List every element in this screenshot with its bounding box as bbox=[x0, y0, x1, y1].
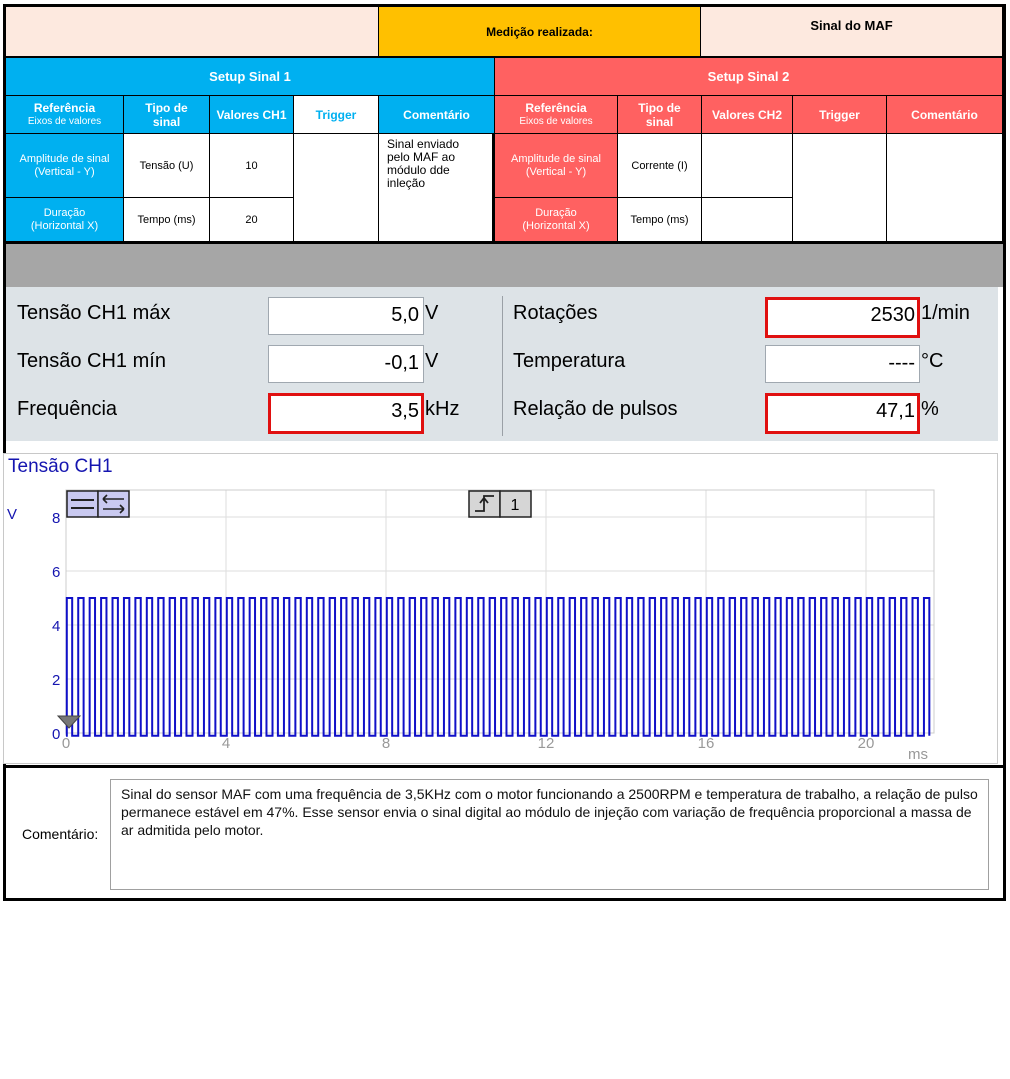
setup1-title: Setup Sinal 1 bbox=[6, 58, 495, 96]
row-ref-label: Duração bbox=[43, 206, 86, 219]
meas-value-relacao-pulsos: 47,1 bbox=[765, 393, 920, 433]
meas-unit-tensao-min: V bbox=[425, 350, 439, 372]
setup1-col-valores: Valores CH1 bbox=[210, 96, 294, 134]
x-tick-label: 4 bbox=[221, 735, 231, 752]
meas-label-tensao-min: Tensão CH1 mín bbox=[17, 350, 166, 372]
setup2-col-trigger: Trigger bbox=[793, 96, 887, 134]
setup1-comment: Sinal enviado pelo MAF ao módulo dde inleção bbox=[379, 134, 495, 242]
row-ref-sub: (Horizontal X) bbox=[522, 219, 590, 232]
setup1-col-comentario: Comentário bbox=[379, 96, 495, 134]
trigger-level-marker bbox=[58, 716, 80, 728]
swap-arrows-icon[interactable] bbox=[98, 491, 129, 517]
comment-text: Sinal do sensor MAF com uma frequência de 3,5KHz com o motor funcionando a 2500RPM e temperatura de trabalho, a relação de pulso permanece estável em 47%. Esse sensor envia o sinal digital ao módulo de injeção com variação de frequência proporcional a massa de ar admitida pelo motor. bbox=[110, 779, 989, 890]
y-tick-label: 8 bbox=[52, 510, 61, 527]
comment-label: Comentário: bbox=[22, 826, 99, 842]
signal-name: Sinal do MAF bbox=[701, 7, 1003, 57]
setup1-col-trigger: Trigger bbox=[294, 96, 379, 134]
setup1-valor-duracao: 20 bbox=[210, 198, 294, 242]
y-tick-labels bbox=[52, 510, 60, 743]
y-tick-label: 4 bbox=[52, 618, 61, 635]
meas-unit-temperatura: °C bbox=[921, 350, 944, 372]
trigger-channel-label: 1 bbox=[510, 497, 520, 514]
meas-label-relacao-pulsos: Relação de pulsos bbox=[513, 398, 678, 420]
setup1-valor-amplitude: 10 bbox=[210, 134, 294, 198]
col-ref-label: Referência bbox=[525, 100, 587, 115]
setup2-title: Setup Sinal 2 bbox=[495, 58, 1003, 96]
row-ref-label: Duração bbox=[535, 206, 577, 219]
setup2-tipo-amplitude: Corrente (I) bbox=[618, 134, 702, 198]
setup1-tipo-duracao: Tempo (ms) bbox=[124, 198, 210, 242]
meas-label-rotacoes: Rotações bbox=[513, 302, 598, 324]
meas-unit-tensao-max: V bbox=[425, 302, 439, 324]
row-ref-sub: (Vertical - Y) bbox=[34, 165, 95, 178]
x-axis-unit: ms bbox=[908, 746, 928, 763]
y-tick-label: 2 bbox=[52, 672, 61, 689]
ch1-waveform bbox=[66, 598, 929, 736]
x-tick-labels bbox=[62, 735, 875, 752]
x-tick-label: 12 bbox=[537, 735, 555, 752]
meas-label-temperatura: Temperatura bbox=[513, 350, 626, 372]
meas-label-frequencia: Frequência bbox=[17, 398, 118, 420]
row-ref-sub: (Vertical - Y) bbox=[525, 165, 587, 178]
meas-unit-frequencia: kHz bbox=[425, 398, 460, 420]
x-tick-label: 20 bbox=[857, 735, 875, 752]
trigger-channel-button[interactable] bbox=[500, 491, 531, 517]
row-ref-label: Amplitude de sinal bbox=[19, 152, 110, 165]
setup1-col-tipo: Tipo de sinal bbox=[124, 96, 210, 134]
y-tick-label: 6 bbox=[52, 564, 61, 581]
x-tick-label: 8 bbox=[381, 735, 391, 752]
setup1-tipo-amplitude: Tensão (U) bbox=[124, 134, 210, 198]
meas-value-tensao-max: 5,0 bbox=[268, 297, 424, 335]
meas-label-tensao-max: Tensão CH1 máx bbox=[17, 302, 171, 324]
comment-divider bbox=[3, 765, 1006, 768]
row-ref-label: Amplitude de sinal bbox=[511, 152, 601, 165]
meas-value-frequencia: 3,5 bbox=[268, 393, 424, 433]
setup2-col-comentario: Comentário bbox=[887, 96, 1003, 134]
lines-icon[interactable] bbox=[67, 491, 98, 517]
col-ref-sub: Eixos de valores bbox=[27, 115, 102, 127]
x-tick-label: 16 bbox=[697, 735, 715, 752]
row-ref-sub: (Horizontal X) bbox=[30, 219, 99, 232]
meas-unit-rotacoes: 1/min bbox=[921, 302, 970, 324]
col-ref-sub: Eixos de valores bbox=[519, 115, 593, 127]
chart-title: Tensão CH1 bbox=[8, 456, 113, 477]
meas-unit-relacao-pulsos: % bbox=[921, 398, 939, 420]
trigger-edge-icon[interactable] bbox=[469, 491, 500, 517]
meas-value-tensao-min: -0,1 bbox=[268, 345, 424, 383]
y-axis-unit: V bbox=[7, 506, 18, 523]
x-tick-label: 0 bbox=[61, 735, 71, 752]
y-tick-label: 0 bbox=[52, 726, 61, 743]
setup2-tipo-duracao: Tempo (ms) bbox=[618, 198, 702, 242]
meas-value-rotacoes: 2530 bbox=[765, 297, 920, 337]
meas-value-temperatura: ---- bbox=[765, 345, 920, 383]
setup2-col-valores: Valores CH2 bbox=[702, 96, 793, 134]
setup2-col-tipo: Tipo de sinal bbox=[618, 96, 702, 134]
col-ref-label: Referência bbox=[33, 100, 96, 115]
medicao-label: Medição realizada: bbox=[379, 7, 701, 57]
